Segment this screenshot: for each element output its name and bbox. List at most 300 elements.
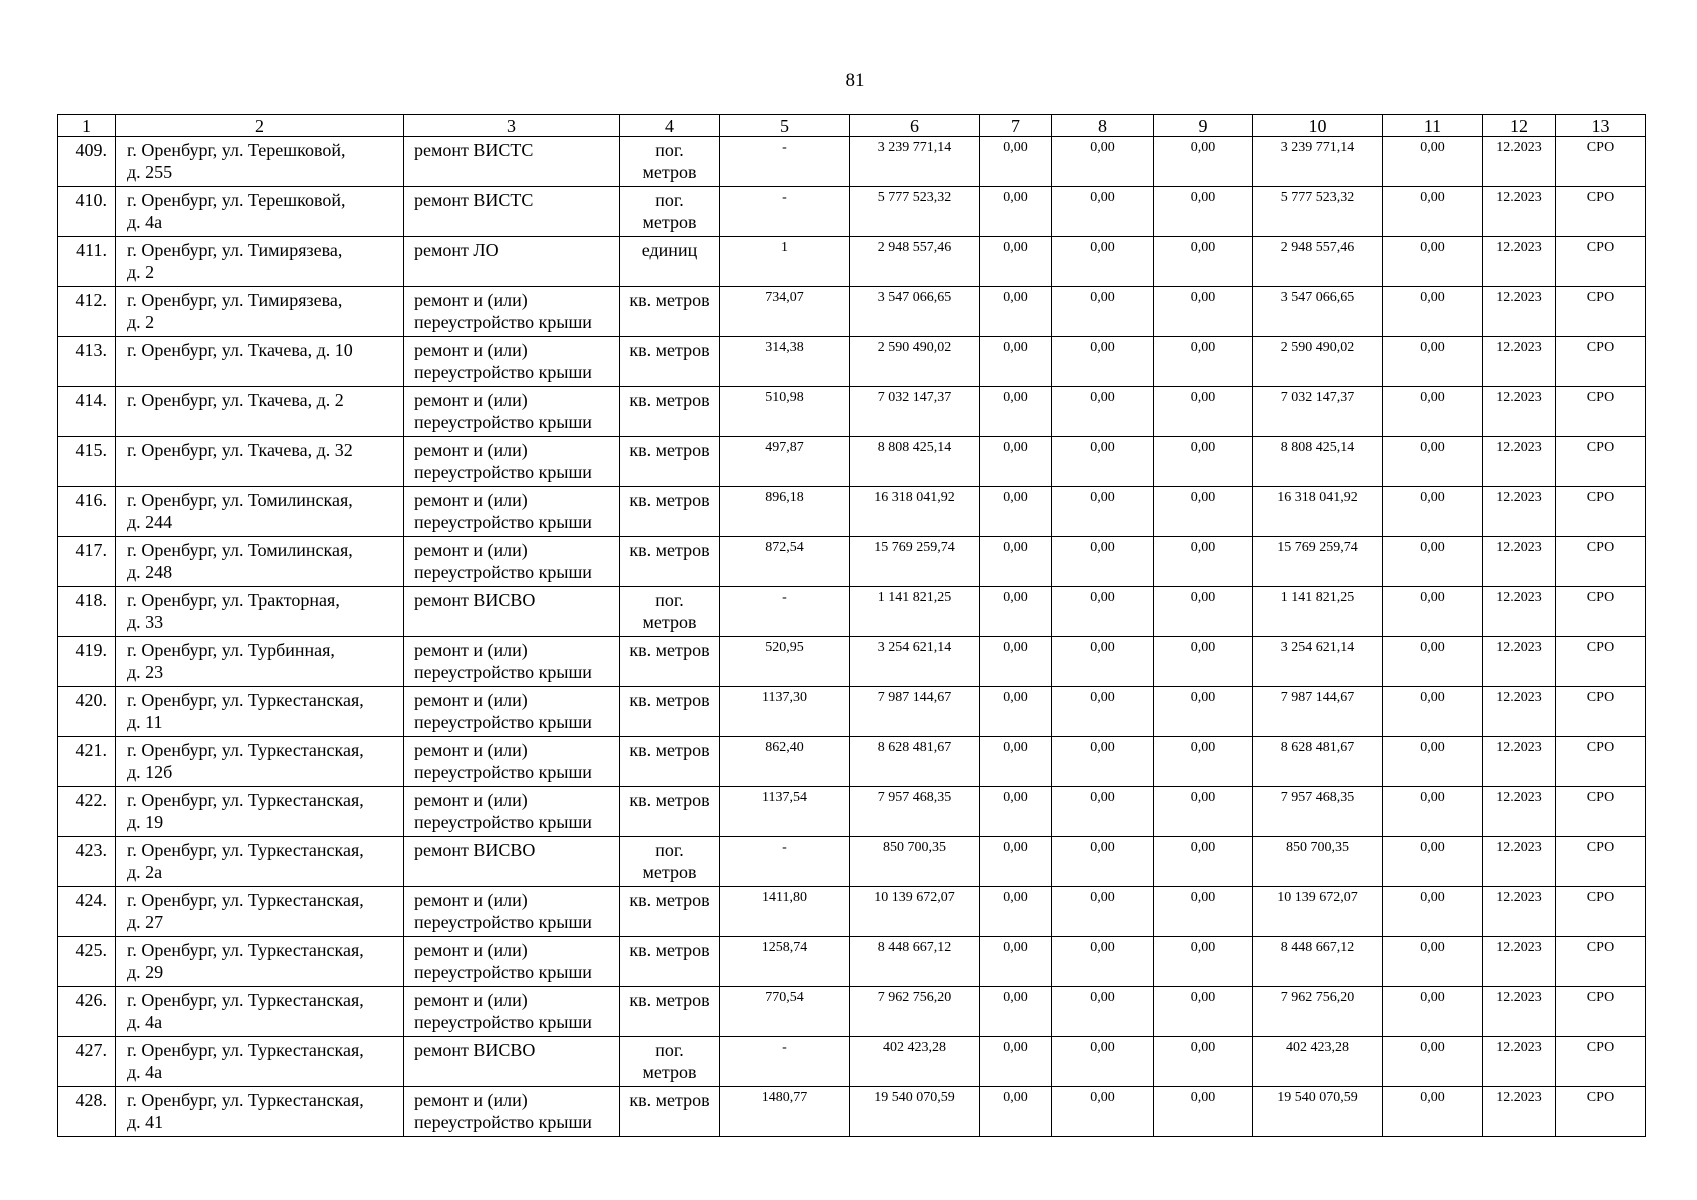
funding-cell-8: 0,00	[1052, 237, 1154, 287]
total-cost-cell: 3 547 066,65	[850, 287, 980, 337]
address-line: д. 33	[127, 612, 164, 632]
table-row	[58, 187, 1646, 237]
work-type-line: ремонт и (или)	[414, 1090, 528, 1110]
unit-cell	[620, 987, 720, 1037]
work-type-cell	[404, 887, 620, 937]
funding-cell-11: 0,00	[1383, 487, 1483, 537]
total-cost-cell: 8 448 667,12	[850, 937, 980, 987]
unit-line: кв. метров	[629, 990, 710, 1010]
address-cell	[116, 737, 404, 787]
work-type-line: переустройство крыши	[414, 662, 592, 682]
funding-cell-10: 402 423,28	[1253, 1037, 1383, 1087]
funding-cell-10: 8 448 667,12	[1253, 937, 1383, 987]
method-cell: СРО	[1556, 237, 1646, 287]
method-cell: СРО	[1556, 337, 1646, 387]
funding-cell-9: 0,00	[1154, 1037, 1253, 1087]
unit-line: метров	[642, 612, 697, 632]
unit-cell	[620, 537, 720, 587]
quantity-cell: 734,07	[720, 287, 850, 337]
total-cost-cell: 3 239 771,14	[850, 137, 980, 187]
unit-line: метров	[642, 162, 697, 182]
address-cell	[116, 1087, 404, 1137]
address-cell	[116, 537, 404, 587]
quantity-cell: 1480,77	[720, 1087, 850, 1137]
address-line: д. 12б	[127, 762, 173, 782]
funding-cell-11: 0,00	[1383, 687, 1483, 737]
row-number: 420.	[58, 687, 116, 737]
address-line: г. Оренбург, ул. Туркестанская,	[127, 690, 364, 710]
column-number: 11	[1383, 115, 1483, 137]
address-line: г. Оренбург, ул. Туркестанская,	[127, 940, 364, 960]
address-cell	[116, 1037, 404, 1087]
completion-date-cell: 12.2023	[1483, 437, 1556, 487]
funding-cell-7: 0,00	[980, 837, 1052, 887]
unit-cell	[620, 637, 720, 687]
total-cost-cell: 402 423,28	[850, 1037, 980, 1087]
funding-cell-7: 0,00	[980, 187, 1052, 237]
address-line: г. Оренбург, ул. Терешковой,	[127, 190, 346, 210]
unit-line: единиц	[641, 240, 698, 260]
work-type-cell	[404, 537, 620, 587]
method-cell: СРО	[1556, 587, 1646, 637]
address-line: г. Оренбург, ул. Терешковой,	[127, 140, 346, 160]
address-line: г. Оренбург, ул. Тимирязева,	[127, 240, 343, 260]
funding-cell-9: 0,00	[1154, 187, 1253, 237]
completion-date-cell: 12.2023	[1483, 187, 1556, 237]
address-line: г. Оренбург, ул. Туркестанская,	[127, 890, 364, 910]
address-cell	[116, 837, 404, 887]
work-type-cell	[404, 637, 620, 687]
funding-cell-9: 0,00	[1154, 937, 1253, 987]
funding-cell-9: 0,00	[1154, 437, 1253, 487]
funding-cell-11: 0,00	[1383, 537, 1483, 587]
work-type-cell	[404, 837, 620, 887]
funding-cell-8: 0,00	[1052, 887, 1154, 937]
unit-line: кв. метров	[629, 940, 710, 960]
funding-cell-9: 0,00	[1154, 487, 1253, 537]
table-row	[58, 587, 1646, 637]
unit-cell	[620, 737, 720, 787]
funding-cell-10: 2 590 490,02	[1253, 337, 1383, 387]
funding-cell-8: 0,00	[1052, 587, 1154, 637]
funding-cell-9: 0,00	[1154, 887, 1253, 937]
total-cost-cell: 5 777 523,32	[850, 187, 980, 237]
funding-cell-10: 1 141 821,25	[1253, 587, 1383, 637]
work-type-line: ремонт ВИСТС	[414, 140, 534, 160]
funding-cell-8: 0,00	[1052, 787, 1154, 837]
table-row	[58, 337, 1646, 387]
table-row	[58, 687, 1646, 737]
unit-line: кв. метров	[629, 740, 710, 760]
work-type-line: переустройство крыши	[414, 562, 592, 582]
funding-cell-9: 0,00	[1154, 637, 1253, 687]
work-type-line: ремонт ВИСВО	[414, 840, 536, 860]
work-type-cell	[404, 337, 620, 387]
unit-cell	[620, 137, 720, 187]
work-type-line: переустройство крыши	[414, 812, 592, 832]
unit-cell	[620, 587, 720, 637]
funding-cell-8: 0,00	[1052, 687, 1154, 737]
completion-date-cell: 12.2023	[1483, 337, 1556, 387]
method-cell: СРО	[1556, 1087, 1646, 1137]
work-type-line: переустройство крыши	[414, 362, 592, 382]
funding-cell-8: 0,00	[1052, 1087, 1154, 1137]
quantity-cell: 510,98	[720, 387, 850, 437]
unit-cell	[620, 337, 720, 387]
funding-cell-7: 0,00	[980, 987, 1052, 1037]
funding-cell-10: 10 139 672,07	[1253, 887, 1383, 937]
address-line: г. Оренбург, ул. Туркестанская,	[127, 790, 364, 810]
work-type-line: ремонт и (или)	[414, 790, 528, 810]
unit-line: пог.	[655, 140, 684, 160]
work-type-line: ремонт и (или)	[414, 340, 528, 360]
funding-cell-11: 0,00	[1383, 387, 1483, 437]
funding-cell-10: 5 777 523,32	[1253, 187, 1383, 237]
funding-cell-9: 0,00	[1154, 137, 1253, 187]
funding-cell-10: 8 808 425,14	[1253, 437, 1383, 487]
table-row	[58, 287, 1646, 337]
address-cell	[116, 237, 404, 287]
funding-cell-10: 3 239 771,14	[1253, 137, 1383, 187]
quantity-cell: -	[720, 1037, 850, 1087]
funding-cell-9: 0,00	[1154, 287, 1253, 337]
row-number: 419.	[58, 637, 116, 687]
funding-cell-10: 2 948 557,46	[1253, 237, 1383, 287]
row-number: 424.	[58, 887, 116, 937]
method-cell: СРО	[1556, 837, 1646, 887]
address-line: д. 41	[127, 1112, 164, 1132]
table-row	[58, 787, 1646, 837]
total-cost-cell: 7 957 468,35	[850, 787, 980, 837]
unit-cell	[620, 287, 720, 337]
funding-cell-7: 0,00	[980, 1037, 1052, 1087]
completion-date-cell: 12.2023	[1483, 837, 1556, 887]
funding-cell-7: 0,00	[980, 137, 1052, 187]
method-cell: СРО	[1556, 437, 1646, 487]
funding-cell-8: 0,00	[1052, 337, 1154, 387]
total-cost-cell: 7 987 144,67	[850, 687, 980, 737]
funding-cell-10: 3 254 621,14	[1253, 637, 1383, 687]
funding-cell-8: 0,00	[1052, 737, 1154, 787]
address-line: д. 19	[127, 812, 164, 832]
work-type-line: переустройство крыши	[414, 962, 592, 982]
address-line: г. Оренбург, ул. Ткачева, д. 10	[127, 340, 353, 360]
unit-line: кв. метров	[629, 690, 710, 710]
address-line: г. Оренбург, ул. Турбинная,	[127, 640, 335, 660]
funding-cell-10: 15 769 259,74	[1253, 537, 1383, 587]
row-number: 425.	[58, 937, 116, 987]
funding-cell-8: 0,00	[1052, 387, 1154, 437]
completion-date-cell: 12.2023	[1483, 1087, 1556, 1137]
work-type-line: ремонт и (или)	[414, 640, 528, 660]
funding-cell-10: 7 987 144,67	[1253, 687, 1383, 737]
address-cell	[116, 937, 404, 987]
address-cell	[116, 887, 404, 937]
method-cell: СРО	[1556, 287, 1646, 337]
unit-line: кв. метров	[629, 640, 710, 660]
funding-cell-11: 0,00	[1383, 1087, 1483, 1137]
funding-cell-8: 0,00	[1052, 837, 1154, 887]
unit-cell	[620, 937, 720, 987]
funding-cell-7: 0,00	[980, 587, 1052, 637]
funding-cell-7: 0,00	[980, 437, 1052, 487]
table-row	[58, 137, 1646, 187]
funding-cell-8: 0,00	[1052, 1037, 1154, 1087]
funding-cell-7: 0,00	[980, 1087, 1052, 1137]
total-cost-cell: 10 139 672,07	[850, 887, 980, 937]
funding-cell-11: 0,00	[1383, 787, 1483, 837]
work-type-line: переустройство крыши	[414, 412, 592, 432]
work-type-line: ремонт и (или)	[414, 490, 528, 510]
work-type-cell	[404, 1087, 620, 1137]
work-type-cell	[404, 587, 620, 637]
method-cell: СРО	[1556, 387, 1646, 437]
work-type-line: ремонт и (или)	[414, 990, 528, 1010]
funding-cell-10: 7 957 468,35	[1253, 787, 1383, 837]
address-line: д. 244	[127, 512, 173, 532]
funding-cell-7: 0,00	[980, 487, 1052, 537]
funding-cell-8: 0,00	[1052, 287, 1154, 337]
work-type-cell	[404, 687, 620, 737]
funding-cell-9: 0,00	[1154, 1087, 1253, 1137]
work-type-line: ремонт и (или)	[414, 290, 528, 310]
funding-cell-9: 0,00	[1154, 987, 1253, 1037]
work-type-cell	[404, 937, 620, 987]
unit-line: кв. метров	[629, 1090, 710, 1110]
work-type-line: переустройство крыши	[414, 1112, 592, 1132]
quantity-cell: -	[720, 587, 850, 637]
address-line: г. Оренбург, ул. Томилинская,	[127, 540, 353, 560]
address-cell	[116, 987, 404, 1037]
address-cell	[116, 787, 404, 837]
work-type-line: ремонт и (или)	[414, 540, 528, 560]
table-row	[58, 987, 1646, 1037]
total-cost-cell: 850 700,35	[850, 837, 980, 887]
quantity-cell: -	[720, 187, 850, 237]
work-type-line: ремонт ВИСВО	[414, 1040, 536, 1060]
funding-cell-8: 0,00	[1052, 187, 1154, 237]
row-number: 409.	[58, 137, 116, 187]
method-cell: СРО	[1556, 1037, 1646, 1087]
unit-line: метров	[642, 212, 697, 232]
address-line: г. Оренбург, ул. Тракторная,	[127, 590, 340, 610]
address-line: г. Оренбург, ул. Туркестанская,	[127, 840, 364, 860]
funding-cell-9: 0,00	[1154, 237, 1253, 287]
work-type-line: ремонт и (или)	[414, 890, 528, 910]
column-number-row	[58, 115, 1646, 137]
table-row	[58, 737, 1646, 787]
funding-cell-8: 0,00	[1052, 437, 1154, 487]
column-number: 1	[58, 115, 116, 137]
unit-line: кв. метров	[629, 890, 710, 910]
funding-cell-8: 0,00	[1052, 637, 1154, 687]
unit-line: кв. метров	[629, 490, 710, 510]
funding-cell-11: 0,00	[1383, 887, 1483, 937]
work-type-line: переустройство крыши	[414, 512, 592, 532]
funding-cell-11: 0,00	[1383, 1037, 1483, 1087]
method-cell: СРО	[1556, 637, 1646, 687]
funding-cell-10: 3 547 066,65	[1253, 287, 1383, 337]
quantity-cell: 497,87	[720, 437, 850, 487]
unit-line: пог.	[655, 1040, 684, 1060]
funding-cell-11: 0,00	[1383, 837, 1483, 887]
work-type-line: переустройство крыши	[414, 312, 592, 332]
funding-cell-7: 0,00	[980, 337, 1052, 387]
table-row	[58, 487, 1646, 537]
funding-cell-10: 7 962 756,20	[1253, 987, 1383, 1037]
quantity-cell: 770,54	[720, 987, 850, 1037]
method-cell: СРО	[1556, 537, 1646, 587]
work-type-cell	[404, 237, 620, 287]
address-line: д. 255	[127, 162, 173, 182]
row-number: 413.	[58, 337, 116, 387]
unit-cell	[620, 837, 720, 887]
quantity-cell: 872,54	[720, 537, 850, 587]
work-type-cell	[404, 487, 620, 537]
table-row	[58, 637, 1646, 687]
funding-cell-7: 0,00	[980, 687, 1052, 737]
address-line: г. Оренбург, ул. Ткачева, д. 2	[127, 390, 344, 410]
work-type-cell	[404, 1037, 620, 1087]
funding-cell-8: 0,00	[1052, 987, 1154, 1037]
table-row	[58, 537, 1646, 587]
total-cost-cell: 8 808 425,14	[850, 437, 980, 487]
funding-cell-7: 0,00	[980, 287, 1052, 337]
table-row	[58, 387, 1646, 437]
address-line: г. Оренбург, ул. Ткачева, д. 32	[127, 440, 353, 460]
address-cell	[116, 437, 404, 487]
method-cell: СРО	[1556, 937, 1646, 987]
address-line: д. 4а	[127, 1012, 163, 1032]
method-cell: СРО	[1556, 687, 1646, 737]
funding-cell-10: 7 032 147,37	[1253, 387, 1383, 437]
work-type-cell	[404, 437, 620, 487]
unit-line: кв. метров	[629, 390, 710, 410]
address-cell	[116, 637, 404, 687]
unit-line: метров	[642, 862, 697, 882]
column-number: 6	[850, 115, 980, 137]
work-type-line: ремонт ВИСТС	[414, 190, 534, 210]
row-number: 423.	[58, 837, 116, 887]
total-cost-cell: 15 769 259,74	[850, 537, 980, 587]
completion-date-cell: 12.2023	[1483, 687, 1556, 737]
quantity-cell: 520,95	[720, 637, 850, 687]
address-line: д. 2	[127, 312, 155, 332]
address-cell	[116, 187, 404, 237]
address-line: д. 23	[127, 662, 164, 682]
row-number: 422.	[58, 787, 116, 837]
funding-cell-8: 0,00	[1052, 537, 1154, 587]
funding-cell-7: 0,00	[980, 937, 1052, 987]
column-number: 4	[620, 115, 720, 137]
funding-cell-11: 0,00	[1383, 287, 1483, 337]
funding-cell-10: 16 318 041,92	[1253, 487, 1383, 537]
unit-cell	[620, 187, 720, 237]
work-type-line: ремонт ЛО	[414, 240, 499, 260]
page-number: 81	[845, 70, 865, 91]
table-row	[58, 887, 1646, 937]
completion-date-cell: 12.2023	[1483, 487, 1556, 537]
row-number: 414.	[58, 387, 116, 437]
address-cell	[116, 587, 404, 637]
total-cost-cell: 7 032 147,37	[850, 387, 980, 437]
quantity-cell: 1137,30	[720, 687, 850, 737]
method-cell: СРО	[1556, 487, 1646, 537]
funding-cell-9: 0,00	[1154, 587, 1253, 637]
unit-cell	[620, 687, 720, 737]
row-number: 427.	[58, 1037, 116, 1087]
address-line: д. 2а	[127, 862, 163, 882]
work-type-cell	[404, 737, 620, 787]
quantity-cell: 896,18	[720, 487, 850, 537]
work-type-cell	[404, 187, 620, 237]
row-number: 417.	[58, 537, 116, 587]
funding-cell-9: 0,00	[1154, 337, 1253, 387]
address-line: д. 27	[127, 912, 164, 932]
quantity-cell: 1	[720, 237, 850, 287]
column-number: 5	[720, 115, 850, 137]
address-line: д. 4а	[127, 212, 163, 232]
quantity-cell: 314,38	[720, 337, 850, 387]
row-number: 426.	[58, 987, 116, 1037]
work-type-line: ремонт и (или)	[414, 940, 528, 960]
quantity-cell: 862,40	[720, 737, 850, 787]
unit-line: кв. метров	[629, 790, 710, 810]
method-cell: СРО	[1556, 887, 1646, 937]
address-cell	[116, 487, 404, 537]
address-cell	[116, 287, 404, 337]
funding-cell-7: 0,00	[980, 887, 1052, 937]
unit-line: кв. метров	[629, 290, 710, 310]
funding-cell-7: 0,00	[980, 787, 1052, 837]
work-type-line: переустройство крыши	[414, 462, 592, 482]
completion-date-cell: 12.2023	[1483, 987, 1556, 1037]
address-cell	[116, 387, 404, 437]
row-number: 411.	[58, 237, 116, 287]
table-row	[58, 1037, 1646, 1087]
column-number: 7	[980, 115, 1052, 137]
funding-cell-11: 0,00	[1383, 987, 1483, 1037]
address-line: д. 4а	[127, 1062, 163, 1082]
address-cell	[116, 337, 404, 387]
completion-date-cell: 12.2023	[1483, 587, 1556, 637]
funding-cell-7: 0,00	[980, 637, 1052, 687]
funding-cell-7: 0,00	[980, 387, 1052, 437]
completion-date-cell: 12.2023	[1483, 387, 1556, 437]
total-cost-cell: 16 318 041,92	[850, 487, 980, 537]
funding-cell-8: 0,00	[1052, 137, 1154, 187]
address-line: д. 29	[127, 962, 164, 982]
funding-cell-11: 0,00	[1383, 237, 1483, 287]
address-line: д. 2	[127, 262, 155, 282]
address-line: г. Оренбург, ул. Туркестанская,	[127, 1090, 364, 1110]
completion-date-cell: 12.2023	[1483, 237, 1556, 287]
row-number: 412.	[58, 287, 116, 337]
unit-cell	[620, 237, 720, 287]
unit-cell	[620, 1037, 720, 1087]
completion-date-cell: 12.2023	[1483, 637, 1556, 687]
work-type-line: ремонт и (или)	[414, 440, 528, 460]
unit-cell	[620, 387, 720, 437]
completion-date-cell: 12.2023	[1483, 287, 1556, 337]
work-type-cell	[404, 787, 620, 837]
funding-cell-8: 0,00	[1052, 937, 1154, 987]
completion-date-cell: 12.2023	[1483, 937, 1556, 987]
registry-table	[57, 114, 1646, 1137]
work-type-line: переустройство крыши	[414, 762, 592, 782]
funding-cell-9: 0,00	[1154, 687, 1253, 737]
funding-cell-9: 0,00	[1154, 387, 1253, 437]
